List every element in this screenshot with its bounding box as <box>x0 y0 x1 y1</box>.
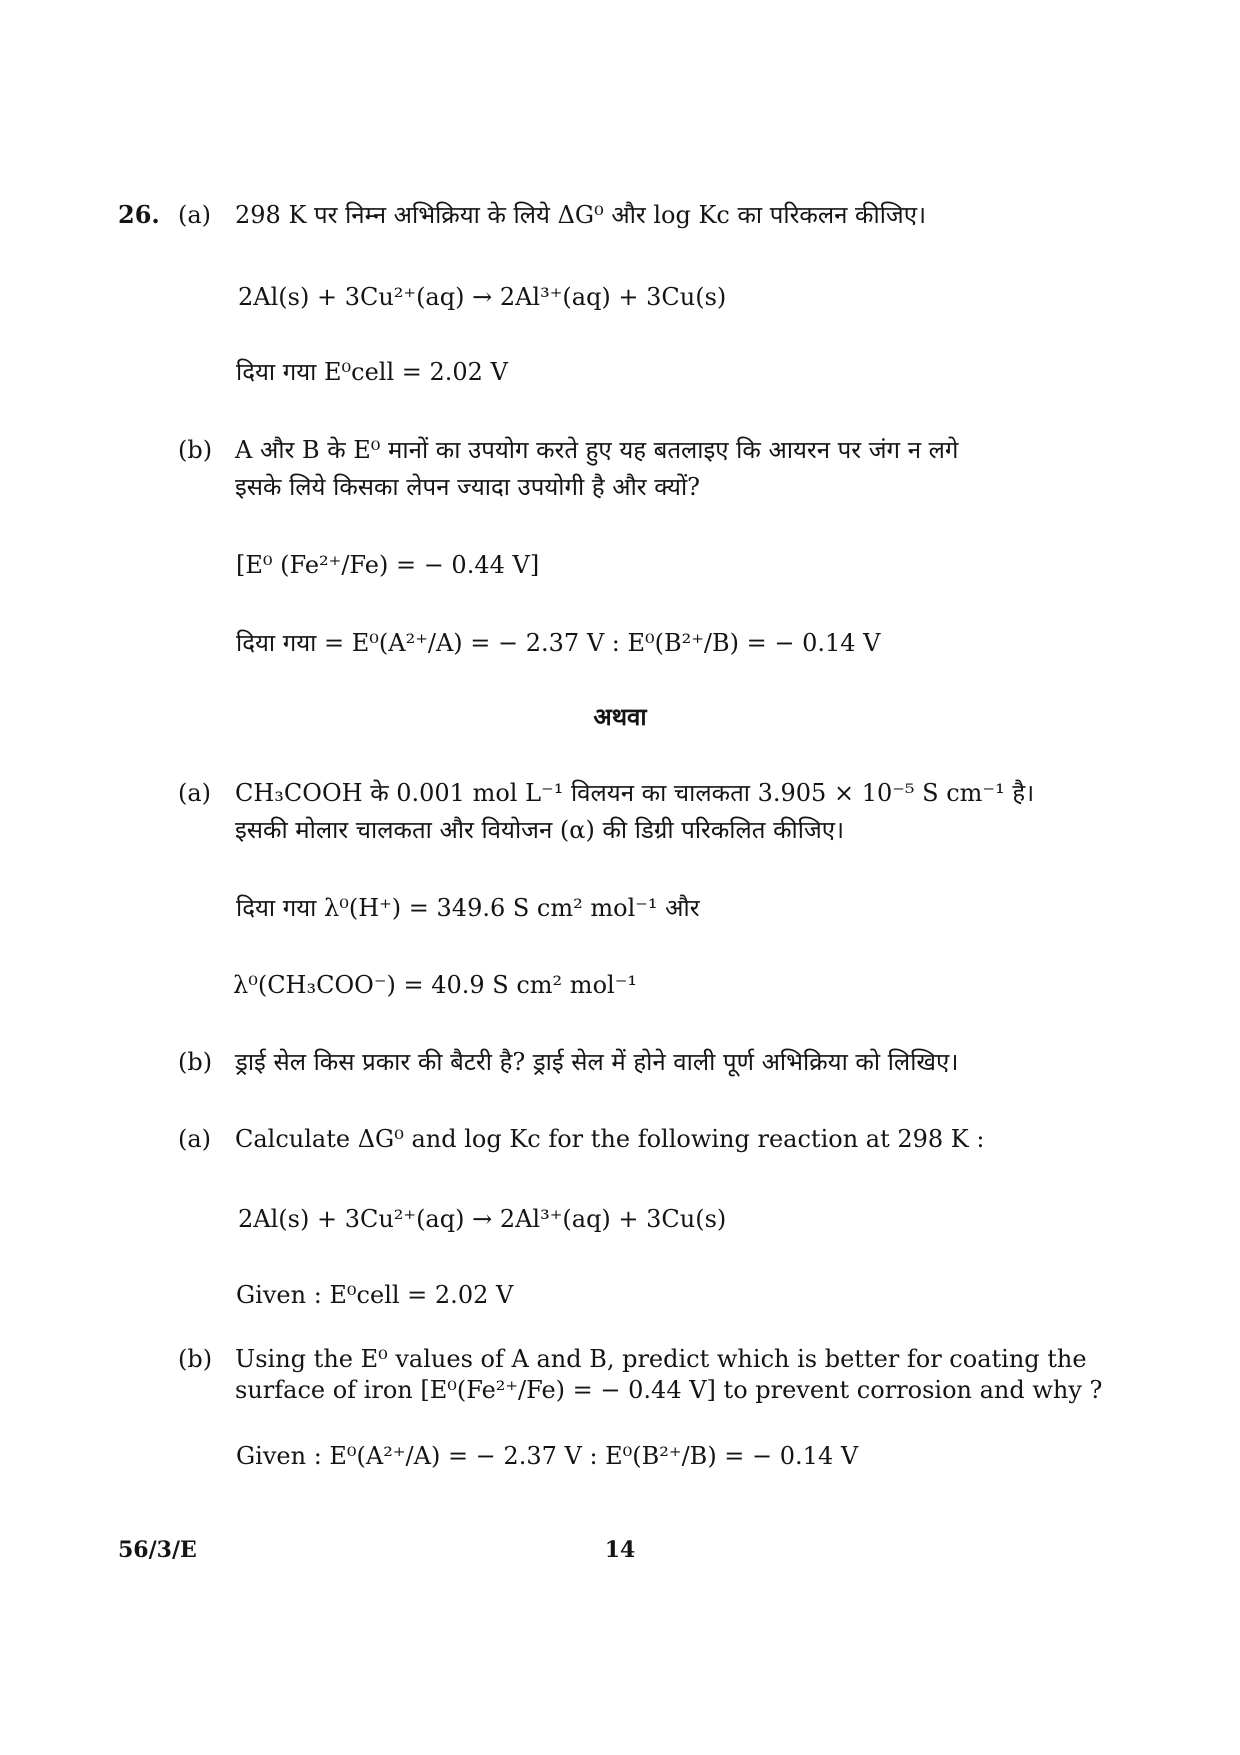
or-part-a-label: (a) <box>178 779 212 807</box>
part-b-line1-hindi: A और B के E⁰ मानों का उपयोग करते हुए यह बतलाइए कि आयरन पर जंग न लगे <box>235 436 959 464</box>
paper-code: 56/3/E <box>118 1537 197 1563</box>
part-b-label-english: (b) <box>178 1345 213 1373</box>
or-divider: अथवा <box>593 702 647 731</box>
or-part-a-given2: λ⁰(CH₃COO⁻) = 40.9 S cm² mol⁻¹ <box>233 971 637 999</box>
or-part-a-given1: दिया गया λ⁰(H⁺) = 349.6 S cm² mol⁻¹ और <box>236 894 700 922</box>
question-number: 26. <box>118 200 160 229</box>
given-ecell-hindi: दिया गया E⁰cell = 2.02 V <box>236 358 508 386</box>
reaction-equation-english: 2Al(s) + 3Cu²⁺(aq) → 2Al³⁺(aq) + 3Cu(s) <box>238 1205 727 1233</box>
part-a-text-hindi: 298 K पर निम्न अभिक्रिया के लिये ΔG⁰ और log Kc का परिकलन कीजिए। <box>235 201 927 229</box>
or-part-a-line2: इसकी मोलार चालकता और वियोजन (α) की डिग्री परिकलित कीजिए। <box>235 816 845 844</box>
part-a-text-english: Calculate ΔG⁰ and log Kc for the following reaction at 298 K : <box>235 1125 985 1153</box>
part-a-label-hindi: (a) <box>178 201 212 229</box>
page-number: 14 <box>604 1537 636 1563</box>
given-potentials-english: Given : E⁰(A²⁺/A) = − 2.37 V : E⁰(B²⁺/B) = − 0.14 V <box>236 1442 859 1470</box>
or-part-b-label: (b) <box>178 1048 213 1076</box>
given-potentials-hindi: दिया गया = E⁰(A²⁺/A) = − 2.37 V : E⁰(B²⁺/B) = − 0.14 V <box>236 629 881 657</box>
part-b-line2-english: surface of iron [E⁰(Fe²⁺/Fe) = − 0.44 V] to prevent corrosion and why ? <box>235 1376 1103 1404</box>
reaction-equation-hindi: 2Al(s) + 3Cu²⁺(aq) → 2Al³⁺(aq) + 3Cu(s) <box>238 283 727 311</box>
iron-potential-hindi: [E⁰ (Fe²⁺/Fe) = − 0.44 V] <box>236 551 540 579</box>
given-ecell-english: Given : E⁰cell = 2.02 V <box>236 1281 514 1309</box>
part-b-line1-english: Using the E⁰ values of A and B, predict which is better for coating the <box>235 1345 1087 1373</box>
part-a-label-english: (a) <box>178 1125 212 1153</box>
or-part-a-line1: CH₃COOH के 0.001 mol L⁻¹ विलयन का चालकता 3.905 × 10⁻⁵ S cm⁻¹ है। <box>235 779 1035 807</box>
or-part-b-text: ड्राई सेल किस प्रकार की बैटरी है? ड्राई सेल में होने वाली पूर्ण अभिक्रिया को लिखिए। <box>235 1048 959 1076</box>
part-b-label-hindi: (b) <box>178 436 213 464</box>
part-b-line2-hindi: इसके लिये किसका लेपन ज्यादा उपयोगी है और क्यों? <box>235 473 701 501</box>
